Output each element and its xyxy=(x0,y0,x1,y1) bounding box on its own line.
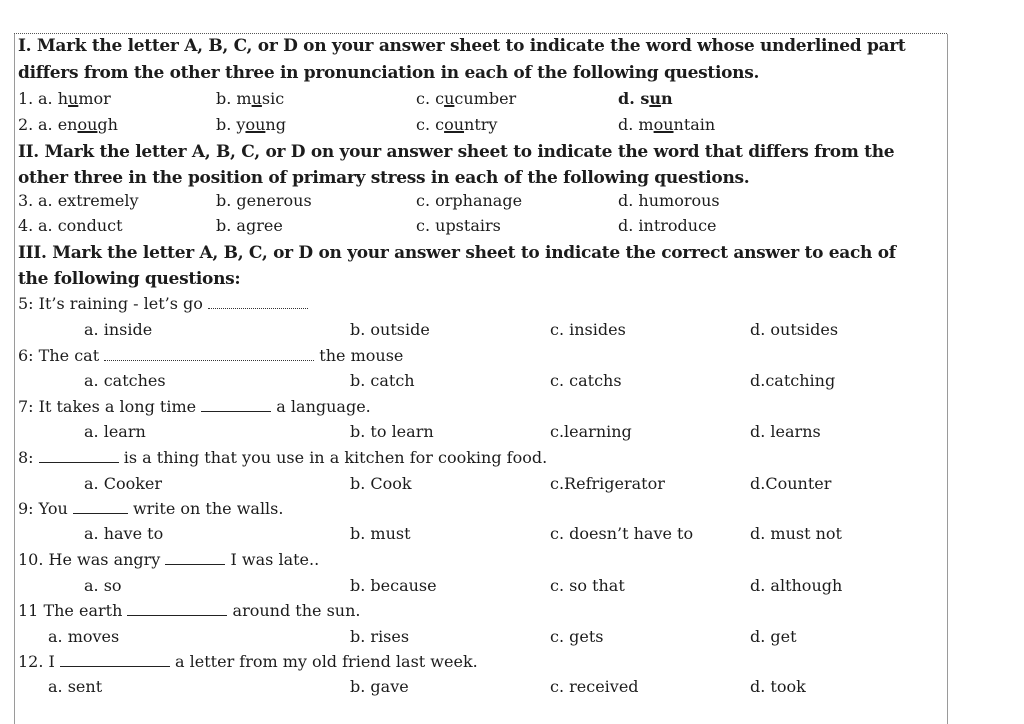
q9-option-d[interactable]: d. must not xyxy=(750,524,842,543)
option-c[interactable]: c. upstairs xyxy=(416,216,501,235)
q5-option-d[interactable]: d. outsides xyxy=(750,320,839,339)
q6-option-a[interactable]: a. catches xyxy=(84,371,166,390)
q5-option-a[interactable]: a. inside xyxy=(84,320,153,339)
q10-option-c[interactable]: c. so that xyxy=(550,576,625,595)
q11-option-d[interactable]: d. get xyxy=(750,627,797,646)
answer-blank[interactable] xyxy=(201,410,271,412)
q12-option-b[interactable]: b. gave xyxy=(350,677,409,696)
q11-option-a[interactable]: a. moves xyxy=(48,627,120,646)
option-c[interactable]: c. orphanage xyxy=(416,191,523,210)
question-5-stem: 5: It’s raining - let’s go xyxy=(18,294,308,313)
answer-blank[interactable] xyxy=(127,614,227,616)
question-9-stem: 9: You write on the walls. xyxy=(18,499,284,518)
q12-option-c[interactable]: c. received xyxy=(550,677,639,696)
q8-option-a[interactable]: a. Cooker xyxy=(84,474,163,493)
section-3-instruction-line2: the following questions: xyxy=(18,269,241,289)
q10-option-d[interactable]: d. although xyxy=(750,576,843,595)
q11-option-c[interactable]: c. gets xyxy=(550,627,604,646)
answer-blank[interactable] xyxy=(165,563,225,565)
option-a[interactable]: a. conduct xyxy=(38,216,123,235)
answer-blank[interactable] xyxy=(60,665,170,667)
option-a[interactable]: a. humor xyxy=(38,89,111,108)
q6-option-c[interactable]: c. catchs xyxy=(550,371,622,390)
q9-option-a[interactable]: a. have to xyxy=(84,524,164,543)
option-b[interactable]: b. music xyxy=(216,89,285,108)
option-c[interactable]: c. country xyxy=(416,115,498,134)
q5-option-b[interactable]: b. outside xyxy=(350,320,430,339)
answer-blank[interactable] xyxy=(104,359,314,361)
question-7-stem: 7: It takes a long time a language. xyxy=(18,397,371,416)
section-2-instruction-line2: other three in the position of primary stress in each of the following questions. xyxy=(18,168,750,188)
option-b[interactable]: b. young xyxy=(216,115,286,134)
option-d[interactable]: d. humorous xyxy=(618,191,720,210)
question-number: 3. xyxy=(18,191,34,210)
q7-option-a[interactable]: a. learn xyxy=(84,422,146,441)
q8-option-d[interactable]: d.Counter xyxy=(750,474,832,493)
question-number: 4. xyxy=(18,216,34,235)
question-11-stem: 11 The earth around the sun. xyxy=(18,601,361,620)
q10-option-b[interactable]: b. because xyxy=(350,576,437,595)
q6-option-b[interactable]: b. catch xyxy=(350,371,415,390)
question-6-stem: 6: The cat the mouse xyxy=(18,346,404,365)
q7-option-d[interactable]: d. learns xyxy=(750,422,821,441)
q11-option-b[interactable]: b. rises xyxy=(350,627,410,646)
answer-blank[interactable] xyxy=(208,307,308,309)
option-d[interactable]: d. introduce xyxy=(618,216,717,235)
question-10-stem: 10. He was angry I was late.. xyxy=(18,550,320,569)
section-1-instruction-line1: I. Mark the letter A, B, C, or D on your answer sheet to indicate the word whose underlined part xyxy=(18,36,906,56)
q9-option-b[interactable]: b. must xyxy=(350,524,411,543)
question-number: 2. xyxy=(18,115,34,134)
q12-option-d[interactable]: d. took xyxy=(750,677,806,696)
q6-option-d[interactable]: d.catching xyxy=(750,371,836,390)
section-1-instruction-line2: differs from the other three in pronunciation in each of the following questions. xyxy=(18,63,760,83)
q8-option-c[interactable]: c.Refrigerator xyxy=(550,474,665,493)
q7-option-b[interactable]: b. to learn xyxy=(350,422,434,441)
q5-option-c[interactable]: c. insides xyxy=(550,320,626,339)
option-a[interactable]: a. enough xyxy=(38,115,118,134)
answer-blank[interactable] xyxy=(39,461,119,463)
q7-option-c[interactable]: c.learning xyxy=(550,422,632,441)
option-c[interactable]: c. cucumber xyxy=(416,89,517,108)
answer-blank[interactable] xyxy=(73,512,128,514)
option-d[interactable]: d. sun xyxy=(618,89,673,108)
question-8-stem: 8: is a thing that you use in a kitchen for cooking food. xyxy=(18,448,548,467)
q8-option-b[interactable]: b. Cook xyxy=(350,474,412,493)
option-d[interactable]: d. mountain xyxy=(618,115,716,134)
section-3-instruction-line1: III. Mark the letter A, B, C, or D on your answer sheet to indicate the correct answer to each of xyxy=(18,243,896,263)
q10-option-a[interactable]: a. so xyxy=(84,576,122,595)
option-b[interactable]: b. agree xyxy=(216,216,283,235)
option-a[interactable]: a. extremely xyxy=(38,191,139,210)
question-12-stem: 12. I a letter from my old friend last week. xyxy=(18,652,478,671)
q9-option-c[interactable]: c. doesn’t have to xyxy=(550,524,694,543)
q12-option-a[interactable]: a. sent xyxy=(48,677,103,696)
question-number: 1. xyxy=(18,89,34,108)
section-2-instruction-line1: II. Mark the letter A, B, C, or D on your answer sheet to indicate the word that differs from the xyxy=(18,142,895,162)
option-b[interactable]: b. generous xyxy=(216,191,312,210)
